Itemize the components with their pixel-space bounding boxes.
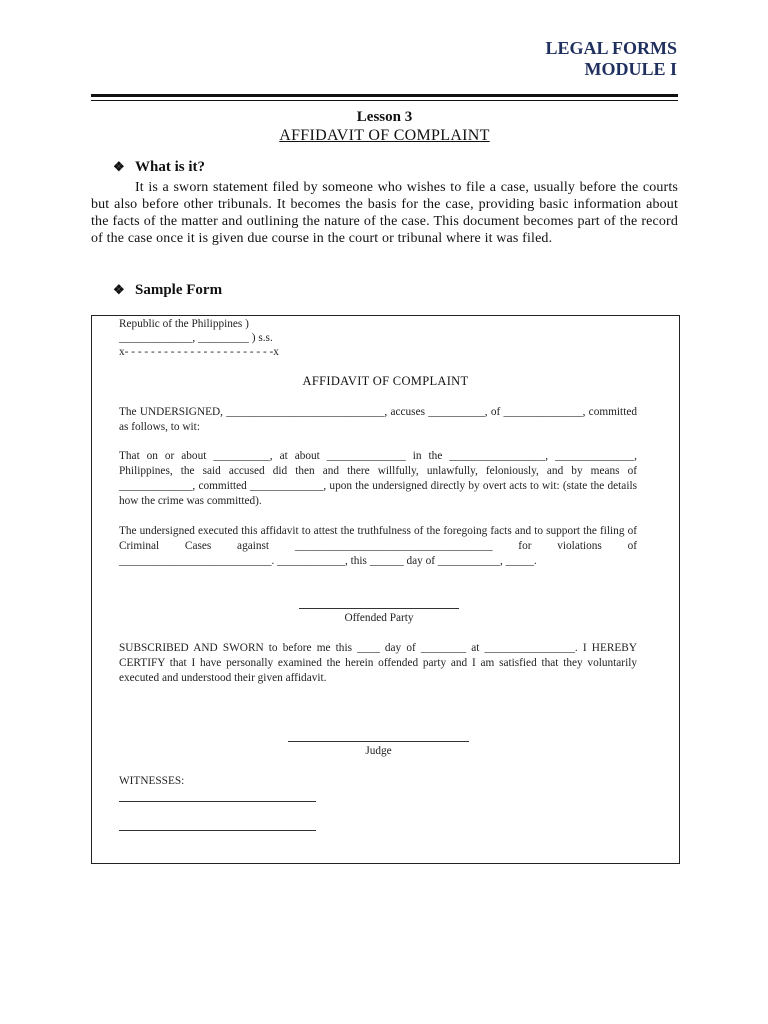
- lesson-title: AFFIDAVIT OF COMPLAINT: [279, 127, 490, 144]
- what-is-it-heading: [113, 159, 205, 176]
- form-venue-line1: Republic of the Philippines ): [119, 318, 249, 330]
- offended-party-caption: Offended Party: [344, 612, 414, 624]
- form-title: AFFIDAVIT OF COMPLAINT: [302, 374, 469, 388]
- form-para-facts: That on or about __________, at about ______________ in the _________________, ______________, Philippines, the said accused did then and there willfully, unlawfully, feloniously, and by means of _____________, committed _____________, upon the undersigned directly by overt acts to wit: (state the details how the crime was committed).: [119, 450, 637, 507]
- lesson-label: Lesson 3: [356, 109, 413, 125]
- what-is-it-heading-text: What is it?: [135, 159, 206, 175]
- sample-form-heading-text: Sample Form: [135, 282, 223, 298]
- diamond-bullet-icon: ❖: [113, 159, 125, 174]
- form-para-attestation: The undersigned executed this affidavit to attest the truthfulness of the foregoing facts and to support the filing of Criminal Cases against ___________________________________ for violations of ___________________________. ____________, this ______ day of ___________, _____.: [119, 525, 637, 567]
- what-is-it-body: [91, 179, 678, 247]
- judge-caption: Judge: [365, 745, 392, 757]
- header-title-module: MODULE I: [584, 59, 677, 79]
- diamond-bullet-icon: ❖: [113, 282, 125, 297]
- witnesses-label: WITNESSES:: [119, 775, 185, 787]
- form-para-accusation: The UNDERSIGNED, ____________________________, accuses __________, of ______________, committed as follows, to wit:: [119, 406, 637, 433]
- witness-signature-line-2: [119, 830, 316, 831]
- form-para-subscribed: SUBSCRIBED AND SWORN to before me this ____ day of ________ at ________________. I HEREBY CERTIFY that I have personally examined the herein offended party and I am satisfied that they voluntarily executed and understood their given affidavit.: [119, 642, 637, 684]
- sample-form-heading: [113, 282, 222, 299]
- form-venue-line3: x- - - - - - - - - - - - - - - - - - - - - - -x: [119, 346, 279, 358]
- what-is-it-body-text: It is a sworn statement filed by someone who wishes to file a case, usually before the courts but also before other tribunals. It becomes the basis for the case, providing basic information about the facts of the matter and outlining the nature of the case. This document becomes part of the record of the case once it is given due course in the court or tribunal where it was filed.: [91, 180, 678, 246]
- header-rule-thin: [91, 100, 678, 101]
- judge-signature-line: [288, 741, 469, 742]
- witness-signature-line-1: [119, 801, 316, 802]
- header-title-legal-forms: LEGAL FORMS: [545, 38, 677, 58]
- offended-party-signature-line: [299, 608, 459, 609]
- form-venue-line2: _____________, _________ ) s.s.: [119, 332, 273, 344]
- header-rule-thick: [91, 94, 678, 97]
